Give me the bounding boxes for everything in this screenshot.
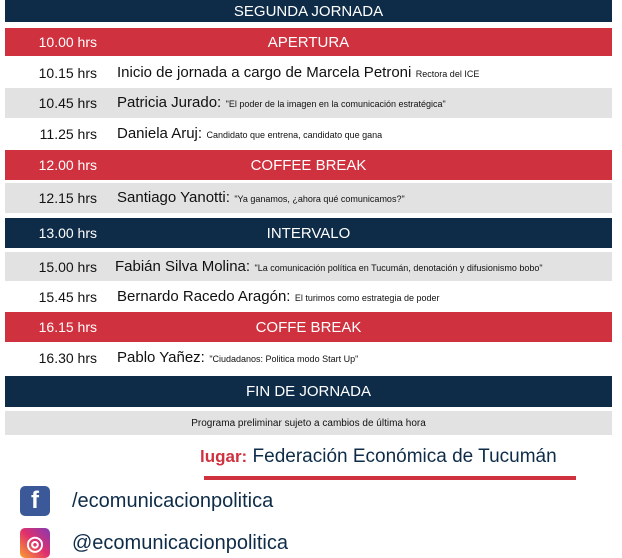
time: 16.15 hrs [38, 319, 97, 335]
speaker: Pablo Yañez: [117, 349, 205, 366]
talk-title: "Ciudadanos: Politica modo Start Up" [209, 354, 359, 364]
schedule-row [5, 343, 612, 373]
schedule-row [5, 59, 612, 87]
venue-name: Federación Económica de Tucumán [252, 446, 557, 467]
speaker: Fabián Silva Molina: [115, 257, 251, 275]
time: 15.00 hrs [38, 258, 97, 275]
instagram-link[interactable] [20, 528, 288, 558]
schedule-row [5, 119, 612, 148]
time: 16.30 hrs [38, 350, 97, 366]
day-header [5, 0, 612, 22]
day-title: SEGUNDA JORNADA [233, 2, 384, 20]
venue-underline [204, 476, 576, 480]
schedule-row [5, 88, 612, 118]
time: 10.45 hrs [38, 95, 97, 111]
time: 12.15 hrs [38, 190, 97, 206]
band-label: COFFE BREAK [255, 318, 362, 336]
talk-title: "La comunicación política en Tucumán, denotación y difusionismo bobo" [254, 262, 543, 273]
schedule-band-apertura [5, 28, 612, 56]
speaker: Daniela Aruj: [117, 124, 203, 142]
instagram-icon: ◎ [20, 528, 50, 558]
speaker: Santiago Yanotti: [117, 189, 230, 206]
time: 12.00 hrs [38, 157, 97, 173]
talk-title: El turimos como estrategia de poder [294, 292, 440, 303]
venue-label: lugar: [200, 447, 248, 466]
facebook-handle[interactable]: /ecomunicacionpolitica [72, 489, 274, 512]
disclaimer [5, 411, 612, 435]
speaker: Patricia Jurado: [117, 94, 222, 111]
talk-title: "El poder de la imagen en la comunicación estratégica" [225, 99, 446, 109]
time: 11.25 hrs [39, 125, 97, 142]
instagram-handle[interactable]: @ecomunicacionpolitica [72, 531, 288, 554]
speaker: Inicio de jornada a cargo de Marcela Petroni [117, 64, 412, 81]
schedule-band-coffee-break [5, 150, 612, 180]
facebook-link[interactable] [20, 486, 273, 516]
time: 10.15 hrs [38, 65, 97, 81]
end-label: FIN DE JORNADA [245, 383, 371, 400]
facebook-icon: f [20, 486, 50, 516]
talk-title: Rectora del ICE [415, 69, 480, 79]
schedule-row [5, 252, 612, 281]
schedule-band-intervalo [5, 218, 612, 248]
band-label: APERTURA [267, 33, 350, 51]
time: 10.00 hrs [38, 34, 97, 50]
speaker: Bernardo Racedo Aragón: [117, 287, 291, 305]
talk-title: Candidato que entrena, candidato que gana [206, 129, 383, 140]
talk-title: "Ya ganamos, ¿ahora qué comunicamos?" [234, 194, 405, 204]
end-of-day-band [5, 376, 612, 407]
time: 13.00 hrs [38, 225, 97, 241]
disclaimer-text: Programa preliminar sujeto a cambios de última hora [191, 417, 426, 429]
schedule-row [5, 282, 612, 311]
band-label: COFFEE BREAK [250, 156, 367, 174]
schedule-row [5, 183, 612, 213]
time: 15.45 hrs [38, 288, 97, 305]
band-label: INTERVALO [266, 224, 351, 242]
venue [200, 446, 557, 468]
schedule-band-coffe-break [5, 312, 612, 342]
